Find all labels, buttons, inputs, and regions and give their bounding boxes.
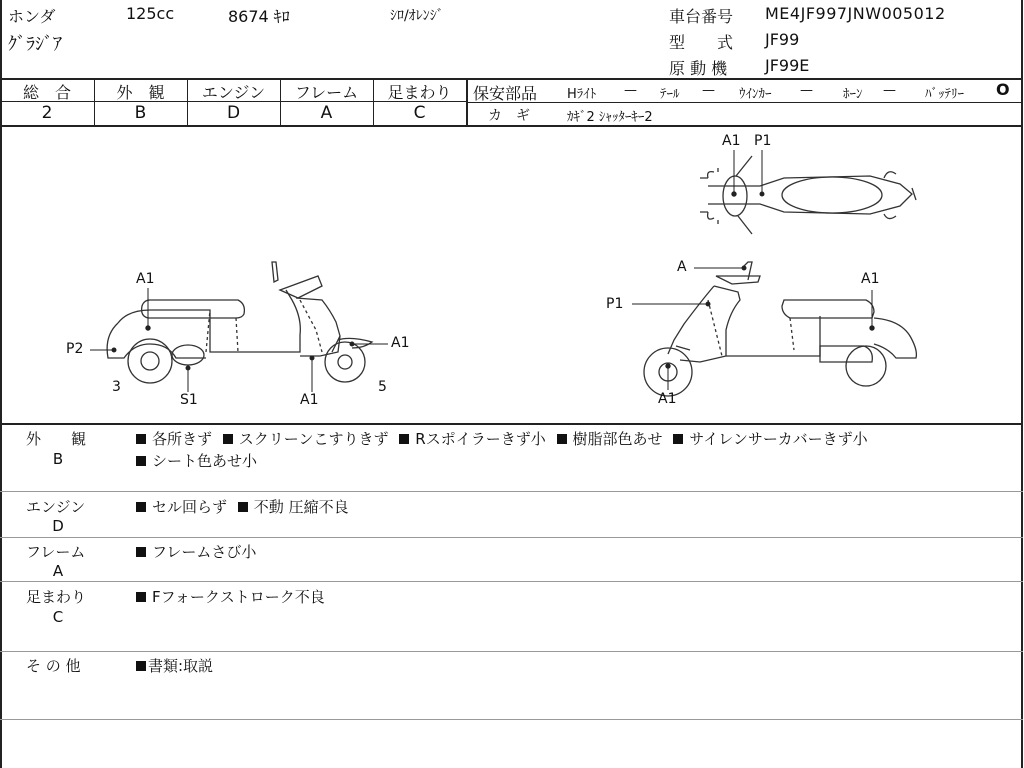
diag-top-p1: P1 [754, 133, 772, 149]
detail-frame-label: フレーム [26, 543, 86, 561]
model-name: ｸﾞﾗｼﾞｱ [8, 34, 62, 55]
safety-horn-mark: — [883, 83, 896, 98]
diag-right-a1-bottom: A1 [658, 391, 677, 407]
rule-detail-4 [0, 651, 1023, 652]
detail-suspension-label: 足まわり [26, 588, 87, 606]
bullet-icon [223, 434, 233, 444]
detail-suspension-items: Fフォークストローク不良 [136, 586, 325, 607]
model-code: JF99 [765, 30, 800, 49]
bullet-icon [136, 592, 146, 602]
diag-right-p1: P1 [606, 296, 624, 312]
safety-winker-mark: — [800, 83, 813, 98]
detail-other-label: そ の 他 [26, 657, 81, 675]
grade-overall-value: 2 [41, 103, 53, 123]
diag-top-a1: A1 [722, 133, 741, 149]
grade-overall-label: 総 合 [22, 83, 71, 102]
detail-appearance-items-2: シート色あせ小 [136, 450, 257, 471]
grade-appearance-label: 外 観 [116, 83, 165, 102]
bullet-icon [238, 502, 248, 512]
bullet-icon [673, 434, 683, 444]
engine-label: 原 動 機 [669, 59, 728, 78]
detail-appearance-items: 各所きず スクリーンこすりきず Rスポイラーきず小 樹脂部色あせ サイレンサーカバーきず小 [136, 428, 868, 449]
safety-headlight: Hﾗｲﾄ [567, 87, 597, 102]
grade-frame-label: フレーム [294, 83, 359, 102]
rule-grades-bottom [0, 125, 1023, 127]
safety-winker: ｳｲﾝｶｰ [739, 87, 772, 102]
detail-other-items: 書類:取説 [136, 655, 213, 676]
detail-engine-items: セル回らず 不動 圧縮不良 [136, 496, 349, 517]
diag-left-3: 3 [112, 379, 121, 395]
safety-horn: ﾎｰﾝ [843, 87, 863, 102]
rule-detail-2 [0, 537, 1023, 538]
detail-engine-grade: D [52, 517, 64, 535]
safety-tail: ﾃｰﾙ [660, 87, 680, 102]
safety-tail-mark: — [702, 83, 715, 98]
bullet-icon [136, 502, 146, 512]
grade-divider-5 [466, 79, 468, 126]
key-value: ｶｷﾞ2 ｼｬｯﾀｰｷｰ2 [567, 110, 653, 125]
diag-left-s1: S1 [180, 392, 198, 408]
detail-frame-grade: A [52, 562, 64, 580]
rule-detail-1 [0, 491, 1023, 492]
detail-frame-items: フレームさび小 [136, 541, 256, 562]
frame-no-label: 車台番号 [669, 7, 734, 26]
safety-battery-mark: O [996, 80, 1010, 99]
detail-engine-label: エンジン [26, 498, 86, 516]
rule-detail-3 [0, 581, 1023, 582]
safety-label: 保安部品 [473, 84, 538, 103]
detail-appearance-grade: B [52, 450, 64, 468]
bullet-icon [557, 434, 567, 444]
color: ｼﾛ/ｵﾚﾝｼﾞ [390, 8, 444, 24]
diag-right-a: A [677, 259, 687, 275]
grade-engine-label: エンジン [201, 83, 266, 102]
bullet-icon [136, 434, 146, 444]
detail-appearance-label: 外 観 [26, 430, 87, 448]
grade-engine-value: D [226, 103, 241, 123]
maker: ホンダ [8, 7, 56, 26]
bullet-icon [136, 661, 146, 671]
key-label: カ ギ [488, 108, 530, 124]
diag-left-a1-front: A1 [391, 335, 410, 351]
safety-battery: ﾊﾞｯﾃﾘｰ [925, 87, 964, 102]
engine-code: JF99E [765, 56, 810, 75]
model-label: 型 式 [669, 33, 734, 52]
scooter-top-view [700, 156, 916, 234]
mileage: 8674 ｷﾛ [228, 7, 290, 26]
rule-safety-mid [466, 102, 1023, 103]
bullet-icon [136, 547, 146, 557]
diag-left-a1-seat: A1 [136, 271, 155, 287]
grade-suspension-label: 足まわり [387, 83, 452, 102]
bullet-icon [136, 456, 146, 466]
displacement: 125cc [126, 4, 175, 23]
diag-left-p2: P2 [66, 341, 84, 357]
frame-no: ME4JF997JNW005012 [765, 4, 946, 23]
diag-left-a1-bottom: A1 [300, 392, 319, 408]
grade-appearance-value: B [134, 103, 147, 123]
safety-headlight-mark: — [624, 83, 637, 98]
border-right [1021, 0, 1023, 768]
detail-suspension-grade: C [52, 608, 64, 626]
bullet-icon [399, 434, 409, 444]
diag-left-5: 5 [378, 379, 387, 395]
rule-diagram-bottom [0, 423, 1023, 425]
grade-suspension-value: C [413, 103, 426, 123]
rule-detail-5 [0, 719, 1023, 720]
diag-right-a1-seat: A1 [861, 271, 880, 287]
grade-frame-value: A [320, 103, 333, 123]
